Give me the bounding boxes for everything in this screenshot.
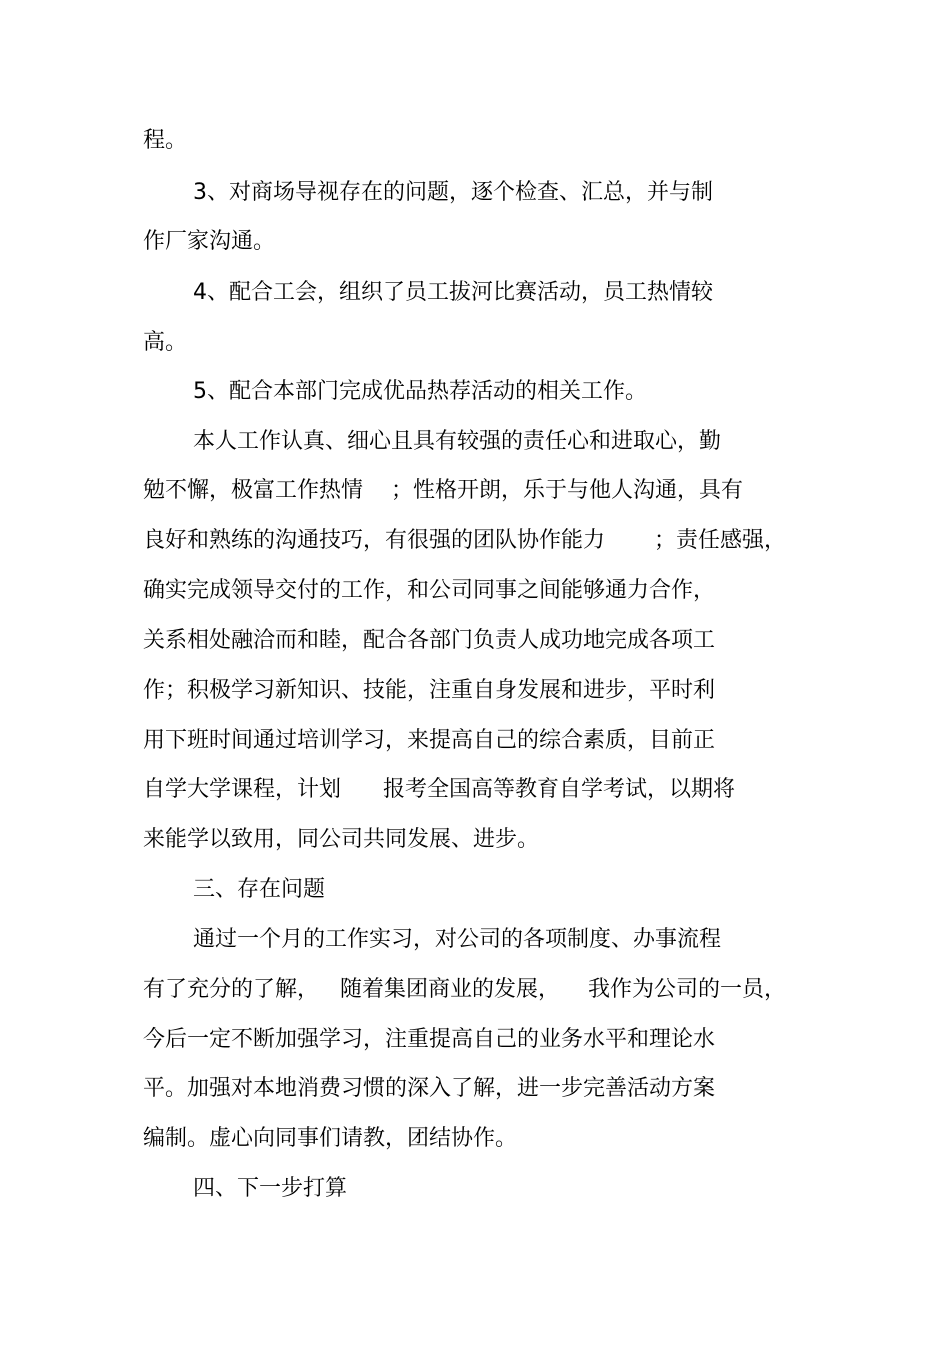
text-line: 用下班时间通过培训学习，来提高自己的综合素质，目前正 bbox=[143, 728, 716, 753]
text-line: 关系相处融洽而和睦，配合各部门负责人成功地完成各项工 bbox=[143, 628, 716, 653]
text-line: 作；积极学习新知识、技能，注重自身发展和进步，平时利 bbox=[143, 678, 716, 703]
text-line: 4、配合工会，组织了员工拔河比赛活动，员工热情较 bbox=[193, 280, 713, 305]
text-line: 勉不懈，极富工作热情 ；性格开朗，乐于与他人沟通，具有 bbox=[143, 478, 743, 503]
text-line: 确实完成领导交付的工作，和公司同事之间能够通力合作， bbox=[143, 578, 716, 603]
section-heading: 四、下一步打算 bbox=[193, 1176, 348, 1201]
text-line: 自学大学课程，计划 报考全国高等教育自学考试，以期将 bbox=[143, 777, 735, 802]
section-heading: 三、存在问题 bbox=[193, 877, 326, 902]
text-line: 编制。虚心向同事们请教，团结协作。 bbox=[143, 1126, 518, 1151]
text-line: 5、配合本部门完成优品热荐活动的相关工作。 bbox=[193, 379, 647, 404]
text-line: 作厂家沟通。 bbox=[143, 229, 276, 254]
text-line: 平。加强对本地消费习惯的深入了解，进一步完善活动方案 bbox=[143, 1076, 716, 1101]
text-line: 程。 bbox=[143, 128, 188, 153]
text-line: 高。 bbox=[143, 330, 188, 355]
text-line: 本人工作认真、细心且具有较强的责任心和进取心，勤 bbox=[193, 429, 722, 454]
text-line: 来能学以致用，同公司共同发展、进步。 bbox=[143, 827, 540, 852]
text-line: 良好和熟练的沟通技巧，有很强的团队协作能力 ；责任感强， bbox=[143, 528, 786, 553]
text-line: 通过一个月的工作实习，对公司的各项制度、办事流程 bbox=[193, 927, 722, 952]
text-line: 有了充分的了解， 随着集团商业的发展， 我作为公司的一员， bbox=[143, 977, 786, 1002]
text-line: 3、对商场导视存在的问题，逐个检查、汇总，并与制 bbox=[193, 180, 713, 205]
text-line: 今后一定不断加强学习，注重提高自己的业务水平和理论水 bbox=[143, 1027, 716, 1052]
